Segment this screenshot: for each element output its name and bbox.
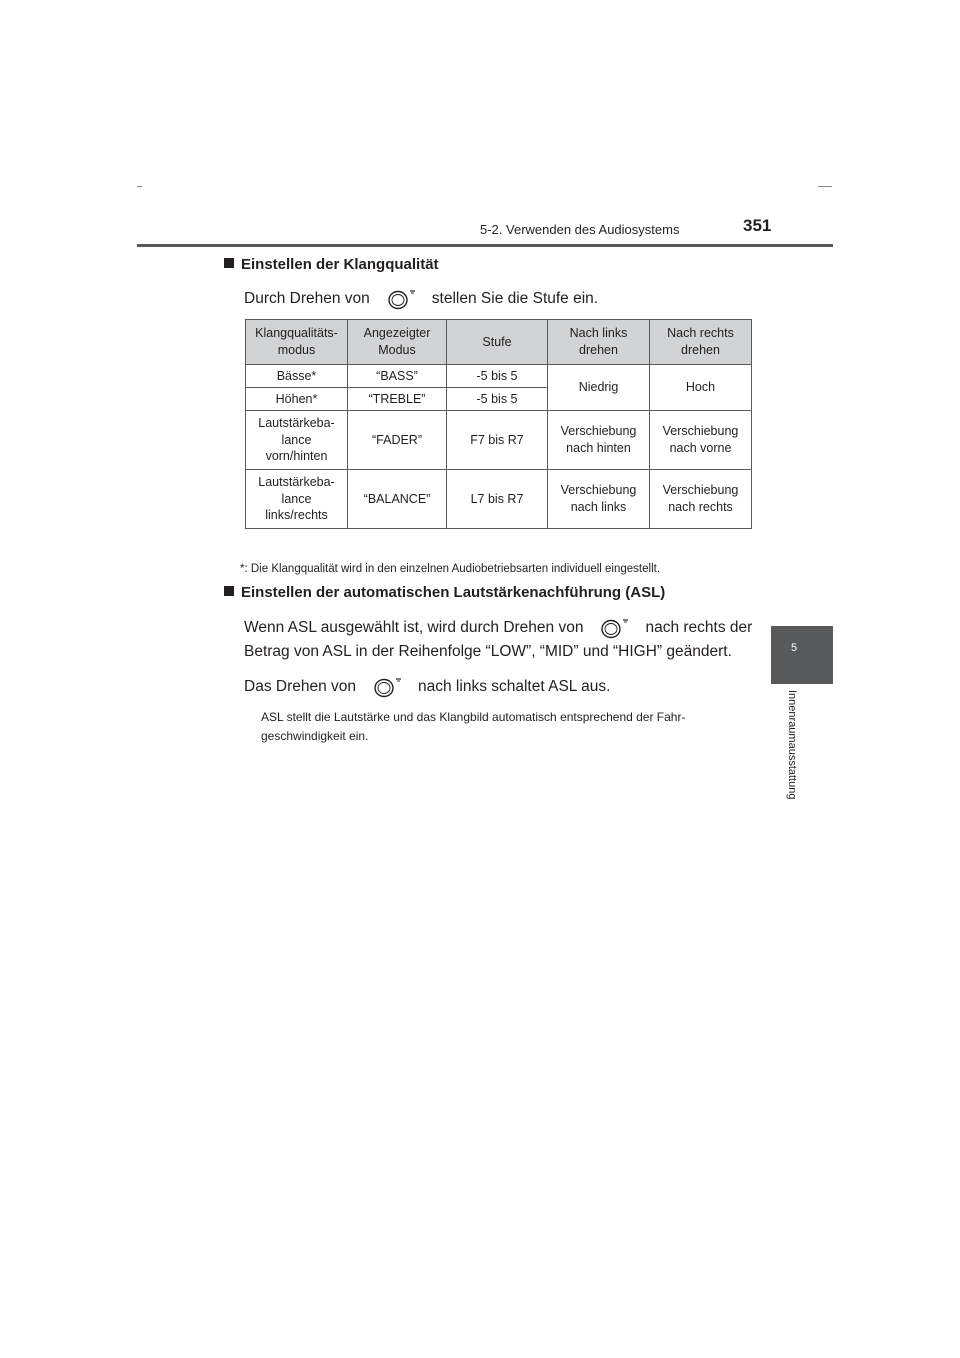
table-cell: Verschiebung nach hinten	[548, 411, 650, 470]
tune-knob-icon	[370, 676, 404, 698]
header-cell: Klangqualitäts-modus	[246, 320, 348, 365]
asl-instruction-line2: Betrag von ASL in der Reihenfolge “LOW”, “MID” und “HIGH” geändert.	[244, 643, 732, 660]
header-cell: Stufe	[447, 320, 548, 365]
table-cell: Verschiebung nach vorne	[650, 411, 752, 470]
table-header-row	[246, 320, 752, 365]
chapter-label: Innenraumausstattung	[786, 690, 798, 800]
section-heading-sound-quality: Einstellen der Klangqualität	[224, 256, 439, 273]
header-cell: Angezeigter Modus	[348, 320, 447, 365]
tune-knob-icon	[597, 617, 631, 639]
table-cell: Verschiebung nach links	[548, 470, 650, 529]
asl-instruction-line3: Das Drehen von nach links schaltet ASL aus.	[244, 676, 610, 698]
table-cell: “TREBLE”	[348, 388, 447, 411]
table-cell: Hoch	[650, 365, 752, 411]
table-cell: Höhen*	[246, 388, 348, 411]
table-cell: Bässe*	[246, 365, 348, 388]
square-bullet-icon	[224, 258, 234, 268]
tune-knob-icon	[384, 288, 418, 310]
table-footnote: *: Die Klangqualität wird in den einzelnen Audiobetriebsarten individuell eingestellt.	[240, 563, 661, 575]
running-header-section: 5-2. Verwenden des Audiosystems	[480, 222, 680, 237]
sound-quality-table	[245, 319, 752, 529]
table-cell: “BASS”	[348, 365, 447, 388]
crop-mark-right	[818, 186, 832, 187]
crop-mark-left	[137, 186, 142, 187]
asl-instruction-line1: Wenn ASL ausgewählt ist, wird durch Drehen von nach rechts der	[244, 617, 752, 639]
chapter-tab	[771, 626, 833, 684]
instruction-turn-knob: Durch Drehen von stellen Sie die Stufe ein.	[244, 288, 598, 310]
table-cell: -5 bis 5	[447, 388, 548, 411]
table-cell: F7 bis R7	[447, 411, 548, 470]
table-cell: Lautstärkeba-lance vorn/hinten	[246, 411, 348, 470]
table-cell: -5 bis 5	[447, 365, 548, 388]
table-cell: Verschiebung nach rechts	[650, 470, 752, 529]
table-cell: Niedrig	[548, 365, 650, 411]
table-row	[246, 365, 752, 388]
header-rule	[137, 244, 833, 247]
table-row	[246, 411, 752, 470]
table-cell: “FADER”	[348, 411, 447, 470]
square-bullet-icon	[224, 586, 234, 596]
table-cell: Lautstärkeba-lance links/rechts	[246, 470, 348, 529]
table-row	[246, 470, 752, 529]
page-number: 351	[743, 216, 772, 235]
section-heading-asl: Einstellen der automatischen Lautstärkenachführung (ASL)	[224, 584, 665, 601]
header-cell: Nach rechts drehen	[650, 320, 752, 365]
asl-note: ASL stellt die Lautstärke und das Klangbild automatisch entsprechend der Fahr-geschwindigkeit ein.	[261, 710, 686, 743]
table-cell: L7 bis R7	[447, 470, 548, 529]
header-cell: Nach links drehen	[548, 320, 650, 365]
table-cell: “BALANCE”	[348, 470, 447, 529]
chapter-number: 5	[791, 642, 798, 654]
